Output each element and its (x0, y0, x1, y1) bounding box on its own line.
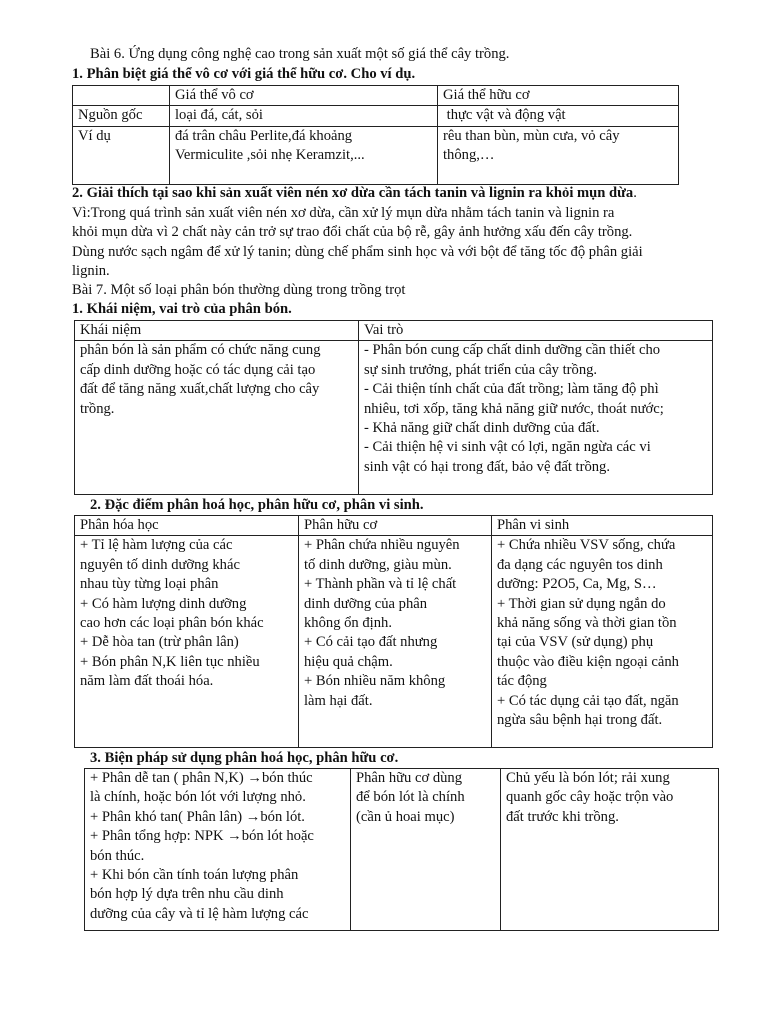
cell-line: là chính, hoặc bón lót với lượng nhỏ. (90, 789, 306, 806)
cell-line (90, 827, 346, 846)
question-2-heading (72, 184, 720, 203)
cell-line: + Thành phần và tỉ lệ chất (304, 576, 457, 593)
table-header-cell: Khái niệm (75, 321, 359, 341)
table-cell (351, 769, 501, 931)
cell-line: - Cải thiện hệ vi sinh vật có lợi, ngăn ngừa các vi (364, 439, 651, 456)
cell-line: - Cải thiện tính chất của đất trồng; làm tăng độ phì (364, 381, 659, 398)
table-cell (170, 126, 438, 184)
cell-line: tác động (497, 673, 547, 690)
table-cell (299, 536, 492, 748)
table-header-cell: Phân vi sinh (492, 516, 713, 536)
cell-line: + Có tác dụng cải tạo đất, ngăn (497, 692, 679, 709)
cell-line: tố dinh dưỡng, giàu mùn. (304, 556, 452, 573)
cell-line: đá trân châu Perlite,đá khoảng (175, 127, 353, 144)
cell-line: + Có hàm lượng dinh dưỡng (80, 595, 247, 612)
table-header-cell (73, 86, 170, 106)
table-row (73, 106, 679, 126)
table-header-cell: Phân hóa học (75, 516, 299, 536)
cell-text: + Phân khó tan( Phân lân) (90, 808, 246, 825)
cell-line: + Dễ hòa tan (trừ phân lân) (80, 634, 239, 651)
cell-line (90, 808, 346, 827)
table-fertilizer-usage (84, 768, 719, 931)
cell-line: + Tỉ lệ hàm lượng của các (80, 537, 233, 554)
cell-line: - Phân bón cung cấp chất dinh dưỡng cần thiết cho (364, 342, 661, 359)
cell-line: Phân hữu cơ dùng (356, 770, 463, 786)
cell-line: tại của VSV (sử dụng) phụ (497, 634, 654, 651)
cell-line: phân bón là sản phẩm có chức năng cung (80, 342, 321, 359)
cell-line: ngừa sâu bệnh hại trong đất. (497, 712, 663, 729)
table-row (85, 769, 719, 931)
table-cell (438, 126, 679, 184)
cell-line: khả năng sống và thời gian tồn (497, 615, 677, 632)
cell-line: + Thời gian sử dụng ngắn do (497, 595, 666, 612)
table-header-row (75, 321, 713, 341)
cell-line: bón thúc. (90, 847, 145, 864)
cell-line: sinh vật có hại trong đất, bảo vệ đất trồng. (364, 458, 611, 475)
cell-text: bón thúc (261, 770, 313, 786)
answer-line: khỏi mụn dừa vì 2 chất này cản trở sự trao đổi chất của bộ rễ, gây ảnh hưởng xấu đến cây trồng. (72, 224, 633, 241)
question-1-heading: 1. Phân biệt giá thể vô cơ với giá thể hữu cơ. Cho ví dụ. (72, 66, 416, 82)
cell-line: thuộc vào điều kiện ngoại cảnh (497, 653, 679, 670)
cell-line: Chủ yếu là bón lót; rải xung (506, 770, 670, 786)
arrow-right-icon: → (227, 828, 242, 845)
row-label: Ví dụ (73, 126, 170, 184)
table-cell (75, 536, 299, 748)
table-header-row (73, 86, 679, 106)
answer-line: Dùng nước sạch ngâm để xử lý tanin; dùng chế phẩm sinh học và với bột để tăng tốc độ phân giải (72, 243, 643, 260)
cell-line: thông,… (443, 147, 495, 164)
cell-line: rêu than bùn, mùn cưa, vỏ cây (443, 127, 620, 144)
lesson-6-title: Bài 6. Ứng dụng công nghệ cao trong sản xuất một số giá thể cây trồng. (90, 46, 510, 62)
cell-line: đất để tăng năng xuất,chất lượng cho cây (80, 381, 320, 398)
question-2-answer (72, 204, 720, 282)
table-cell: loại đá, cát, sỏi (170, 106, 438, 126)
cell-line: + Bón phân N,K liên tục nhiều (80, 653, 260, 670)
cell-line: sự sinh trưởng, phát triển của cây trồng. (364, 361, 598, 378)
cell-line: đất trước khi trồng. (506, 808, 619, 825)
table-cell (501, 769, 719, 931)
section-2-heading: 2. Đặc điểm phân hoá học, phân hữu cơ, phân vi sinh. (90, 497, 424, 513)
answer-line: Vì:Trong quá trình sản xuất viên nén xơ dừa, cần xử lý mụn dừa nhằm tách tanin và lignin ra (72, 205, 615, 221)
cell-line: (cần ủ hoai mục) (356, 808, 455, 825)
table-substrate-comparison (72, 85, 679, 185)
cell-line: dinh dưỡng của phân (304, 595, 428, 612)
section-3-heading: 3. Biện pháp sử dụng phân hoá học, phân hữu cơ. (90, 750, 399, 766)
answer-line: lignin. (72, 263, 110, 280)
table-row (75, 341, 713, 495)
cell-line: Vermiculite ,sỏi nhẹ Keramzit,... (175, 147, 365, 164)
cell-line: làm hại đất. (304, 692, 373, 709)
cell-line: + Chứa nhiều VSV sống, chứa (497, 537, 676, 554)
cell-line: bón hợp lý dựa trên nhu cầu dinh (90, 886, 284, 903)
table-header-cell: Vai trò (359, 321, 713, 341)
section-1-heading: 1. Khái niệm, vai trò của phân bón. (72, 301, 292, 317)
cell-line: cao hơn các loại phân bón khác (80, 615, 264, 632)
table-cell (492, 536, 713, 748)
cell-text: bón lót hoặc (241, 828, 314, 845)
cell-line: nguyên tố dinh dưỡng khác (80, 556, 240, 573)
table-header-cell: Giá thể hữu cơ (438, 86, 679, 106)
cell-line: năm làm đất thoái hóa. (80, 673, 214, 690)
question-2-period: . (633, 185, 637, 201)
cell-line: không ổn định. (304, 615, 392, 632)
row-label: Nguồn gốc (73, 106, 170, 126)
cell-line: + Bón nhiều năm không (304, 673, 446, 690)
cell-line: cấp dinh dưỡng hoặc có tác dụng cải tạo (80, 361, 316, 378)
table-cell (359, 341, 713, 495)
cell-line: để bón lót là chính (356, 789, 465, 806)
lesson-7-title: Bài 7. Một số loại phân bón thường dùng trong trồng trọt (72, 282, 406, 298)
cell-line: dưỡng của cây và tỉ lệ hàm lượng các (90, 905, 309, 922)
cell-line: trồng. (80, 400, 115, 417)
cell-line: quanh gốc cây hoặc trộn vào (506, 789, 674, 806)
table-header-cell: Phân hữu cơ (299, 516, 492, 536)
cell-line: hiệu quả chậm. (304, 653, 393, 670)
cell-line: + Có cải tạo đất nhưng (304, 634, 438, 651)
cell-text: + Phân tổng hợp: NPK (90, 828, 228, 845)
table-fertilizer-concept (74, 320, 713, 495)
cell-line: + Khi bón cần tính toán lượng phân (90, 867, 299, 884)
cell-line: nhiêu, tơi xốp, tăng khả năng giữ nước, thoát nước; (364, 400, 664, 417)
table-cell: thực vật và động vật (438, 106, 679, 126)
cell-line: + Phân chứa nhiều nguyên (304, 537, 460, 554)
cell-text: + Phân dễ tan ( phân N,K) (90, 770, 248, 786)
cell-line: - Khả năng giữ chất dinh dưỡng của đất. (364, 420, 600, 437)
question-2-text: 2. Giải thích tại sao khi sản xuất viên nén xơ dừa cần tách tanin và lignin ra khỏi mụn dừa (72, 185, 634, 201)
cell-line: đa dạng các nguyên tos dinh (497, 556, 663, 573)
arrow-right-icon: → (247, 770, 262, 786)
table-header-row (75, 516, 713, 536)
table-fertilizer-types (74, 515, 713, 748)
table-cell (75, 341, 359, 495)
cell-line: nhau tùy từng loại phân (80, 576, 219, 593)
table-cell (85, 769, 351, 931)
cell-line: dưỡng: P2O5, Ca, Mg, S… (497, 576, 657, 593)
arrow-right-icon: → (245, 808, 261, 825)
table-row (73, 126, 679, 184)
table-row (75, 536, 713, 748)
table-header-cell: Giá thể vô cơ (170, 86, 438, 106)
cell-text: bón lót. (260, 808, 305, 825)
cell-line (90, 769, 346, 788)
